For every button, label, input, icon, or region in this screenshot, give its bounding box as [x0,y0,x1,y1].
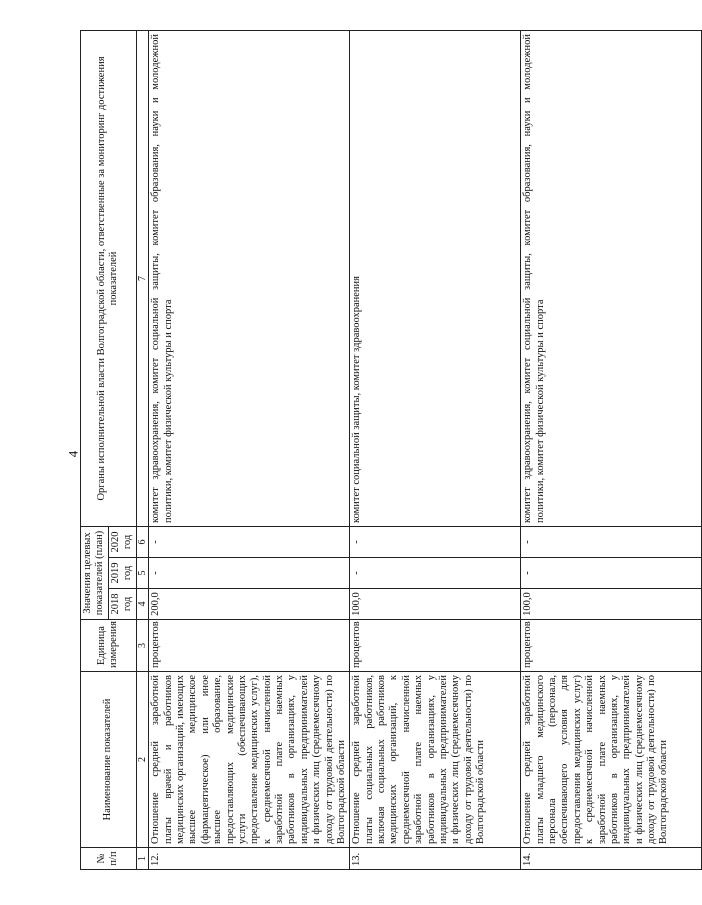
row-number: 14. [521,848,702,870]
indicator-name: Отношение средней заработной платы младшего медицинского персонала (персонала, обеспечивающего условия для предоставления медицинских услуг) к среднемесячной начисленной заработной плате наемных работников в организациях, у индивидуальных предпринимателей и физических лиц (среднемесячному доходу от трудовой деятельности) по Волгоградской области [521,672,702,848]
indicator-name: Отношение средней заработной платы врачей и работников медицинских организаций, имеющих высшее медицинское (фармацевтическое) или иное высшее образование, предоставляющих медицинские услуги (обеспечивающих предоставление медицинских услуг), к среднемесячной начисленной заработной плате наемных работников в организациях, у индивидуальных предпринимателей и физических лиц (среднемесячному доходу от трудовой деятельности) по Волгоградской области [149,672,350,848]
value-2020: - [149,527,350,558]
value-2020: - [350,527,521,558]
header-no: № п/п [81,848,137,870]
value-2018: 100,0 [521,589,702,620]
header-year-2018: 2018 год [108,589,136,620]
header-year-2020: 2020 год [108,527,136,558]
indicator-unit: процентов [149,620,350,672]
responsible-bodies: комитет социальной защиты, комитет здравоохранения [350,31,521,527]
page-number: 4 [65,450,81,458]
table-row [350,31,521,870]
header-org: Органы исполнительной власти Волгоградской области, ответственные за мониторинг достижения показателей [81,31,137,527]
row-number: 12. [149,848,350,870]
header-targets: Значения целевых показателей (план) [81,527,109,620]
header-name: Наименование показателей [81,672,137,848]
indicator-name: Отношение средней заработной платы социальных работников, включая социальных работников медицинских организаций, к среднемесячной начисленной заработной плате наемных работников в организациях, у индивидуальных предпринимателей и физических лиц (среднемесячному доходу от трудовой деятельности) по Волгоградской области [350,672,521,848]
table-row [149,31,350,870]
value-2019: - [521,558,702,589]
column-number: 7 [136,31,149,527]
header-year-2019: 2019 год [108,558,136,589]
indicators-table [80,30,702,870]
column-number: 6 [136,527,149,558]
column-number: 4 [136,589,149,620]
column-number: 1 [136,848,149,870]
column-number: 3 [136,620,149,672]
value-2020: - [521,527,702,558]
value-2019: - [350,558,521,589]
responsible-bodies: комитет здравоохранения, комитет социальной защиты, комитет образования, науки и молодежной политики, комитет физической культуры и спорта [149,31,350,527]
column-number: 5 [136,558,149,589]
header-unit: Единица измерения [81,620,137,672]
table-row [521,31,702,870]
value-2019: - [149,558,350,589]
value-2018: 100,0 [350,589,521,620]
indicator-unit: процентов [521,620,702,672]
row-number: 13. [350,848,521,870]
indicator-unit: процентов [350,620,521,672]
responsible-bodies: комитет здравоохранения, комитет социальной защиты, комитет образования, науки и молодежной политики, комитет физической культуры и спорта [521,31,702,527]
rotated-table-container [80,30,670,870]
value-2018: 200,0 [149,589,350,620]
column-number: 2 [136,672,149,848]
